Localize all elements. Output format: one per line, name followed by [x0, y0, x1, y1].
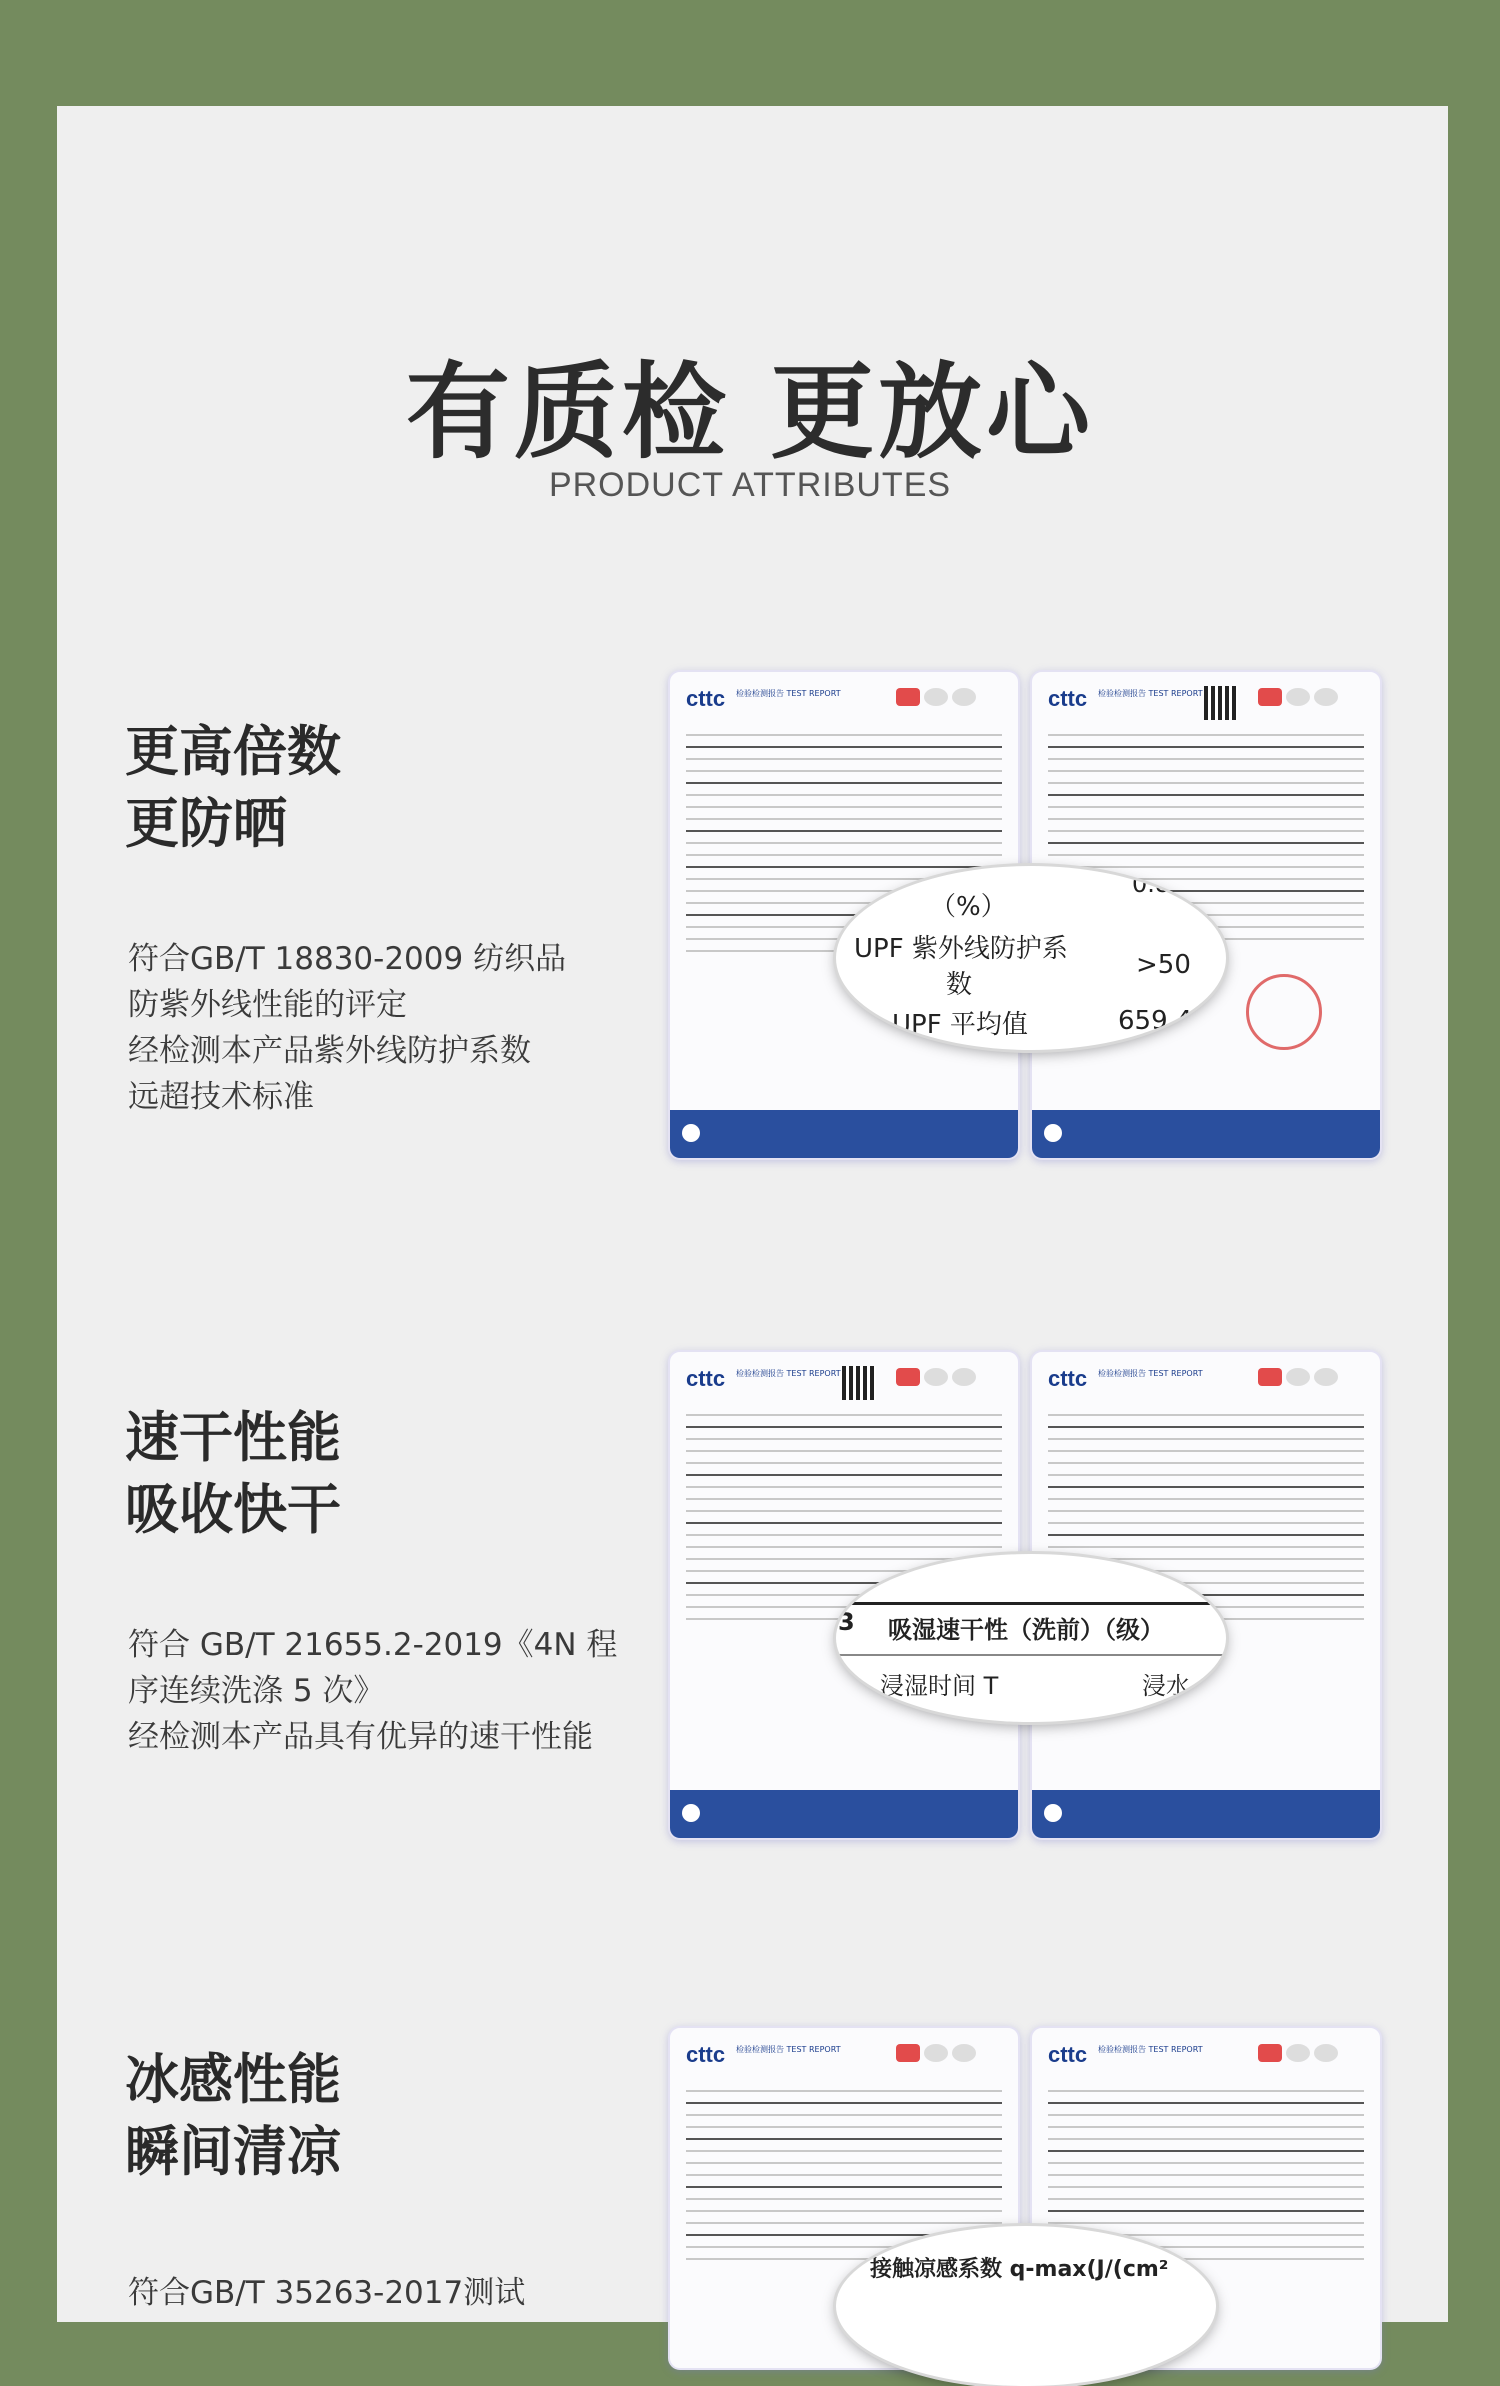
qr-code-icon: [842, 1366, 876, 1400]
test-report-image: cttc 检验检测报告 TEST REPORT: [668, 1350, 1020, 1840]
section-title-cooling: 冰感性能 瞬间清凉: [125, 2048, 341, 2183]
test-report-image: cttc 检验检测报告 TEST REPORT: [668, 2026, 1020, 2370]
page-subtitle: PRODUCT ATTRIBUTES: [548, 466, 952, 504]
section-title-uv: [125, 716, 341, 860]
magnifier-quickdry: 3 吸湿速干性（洗前）（级） 浸湿时间 T 浸水: [836, 1554, 1226, 1722]
qr-code-icon: [1204, 686, 1238, 720]
stamp-seal-icon: [1246, 974, 1322, 1050]
magnifier-upf: （%） UPF 紫外线防护系 数 >50 UPF 平均值 659.4 0.88: [836, 866, 1226, 1050]
section-desc-quickdry: 符合 GB/T 21655.2-2019《4N 程 序连续洗涤 5 次》 经检测本产品具有优异的速干性能: [128, 1627, 618, 1755]
magnifier-cooling: 接触凉感系数 q-max(J/(cm²: [836, 2226, 1216, 2386]
section-desc-cooling: 符合GB/T 35263-2017测试: [128, 2275, 526, 2311]
section-title-line1: 更高倍数: [125, 720, 341, 783]
test-report-image: cttc 检验检测报告 TEST REPORT: [1030, 1350, 1382, 1840]
section-title-line2: 更防晒: [125, 792, 287, 855]
test-report-image: cttc 检验检测报告 TEST REPORT: [668, 670, 1020, 1160]
report-logo: cttc: [686, 686, 726, 711]
test-report-image: cttc 检验检测报告 TEST REPORT: [1030, 2026, 1382, 2370]
section-title-quickdry: 速干性能 吸收快干: [125, 1406, 341, 1541]
page-title: 有质检 更放心: [405, 351, 1095, 473]
test-report-image: cttc 检验检测报告 TEST REPORT: [1030, 670, 1382, 1160]
section-desc-uv: 符合GB/T 18830-2009 纺织品 防紫外线性能的评定 经检测本产品紫外线防护系数 远超技术标准: [128, 941, 567, 1115]
